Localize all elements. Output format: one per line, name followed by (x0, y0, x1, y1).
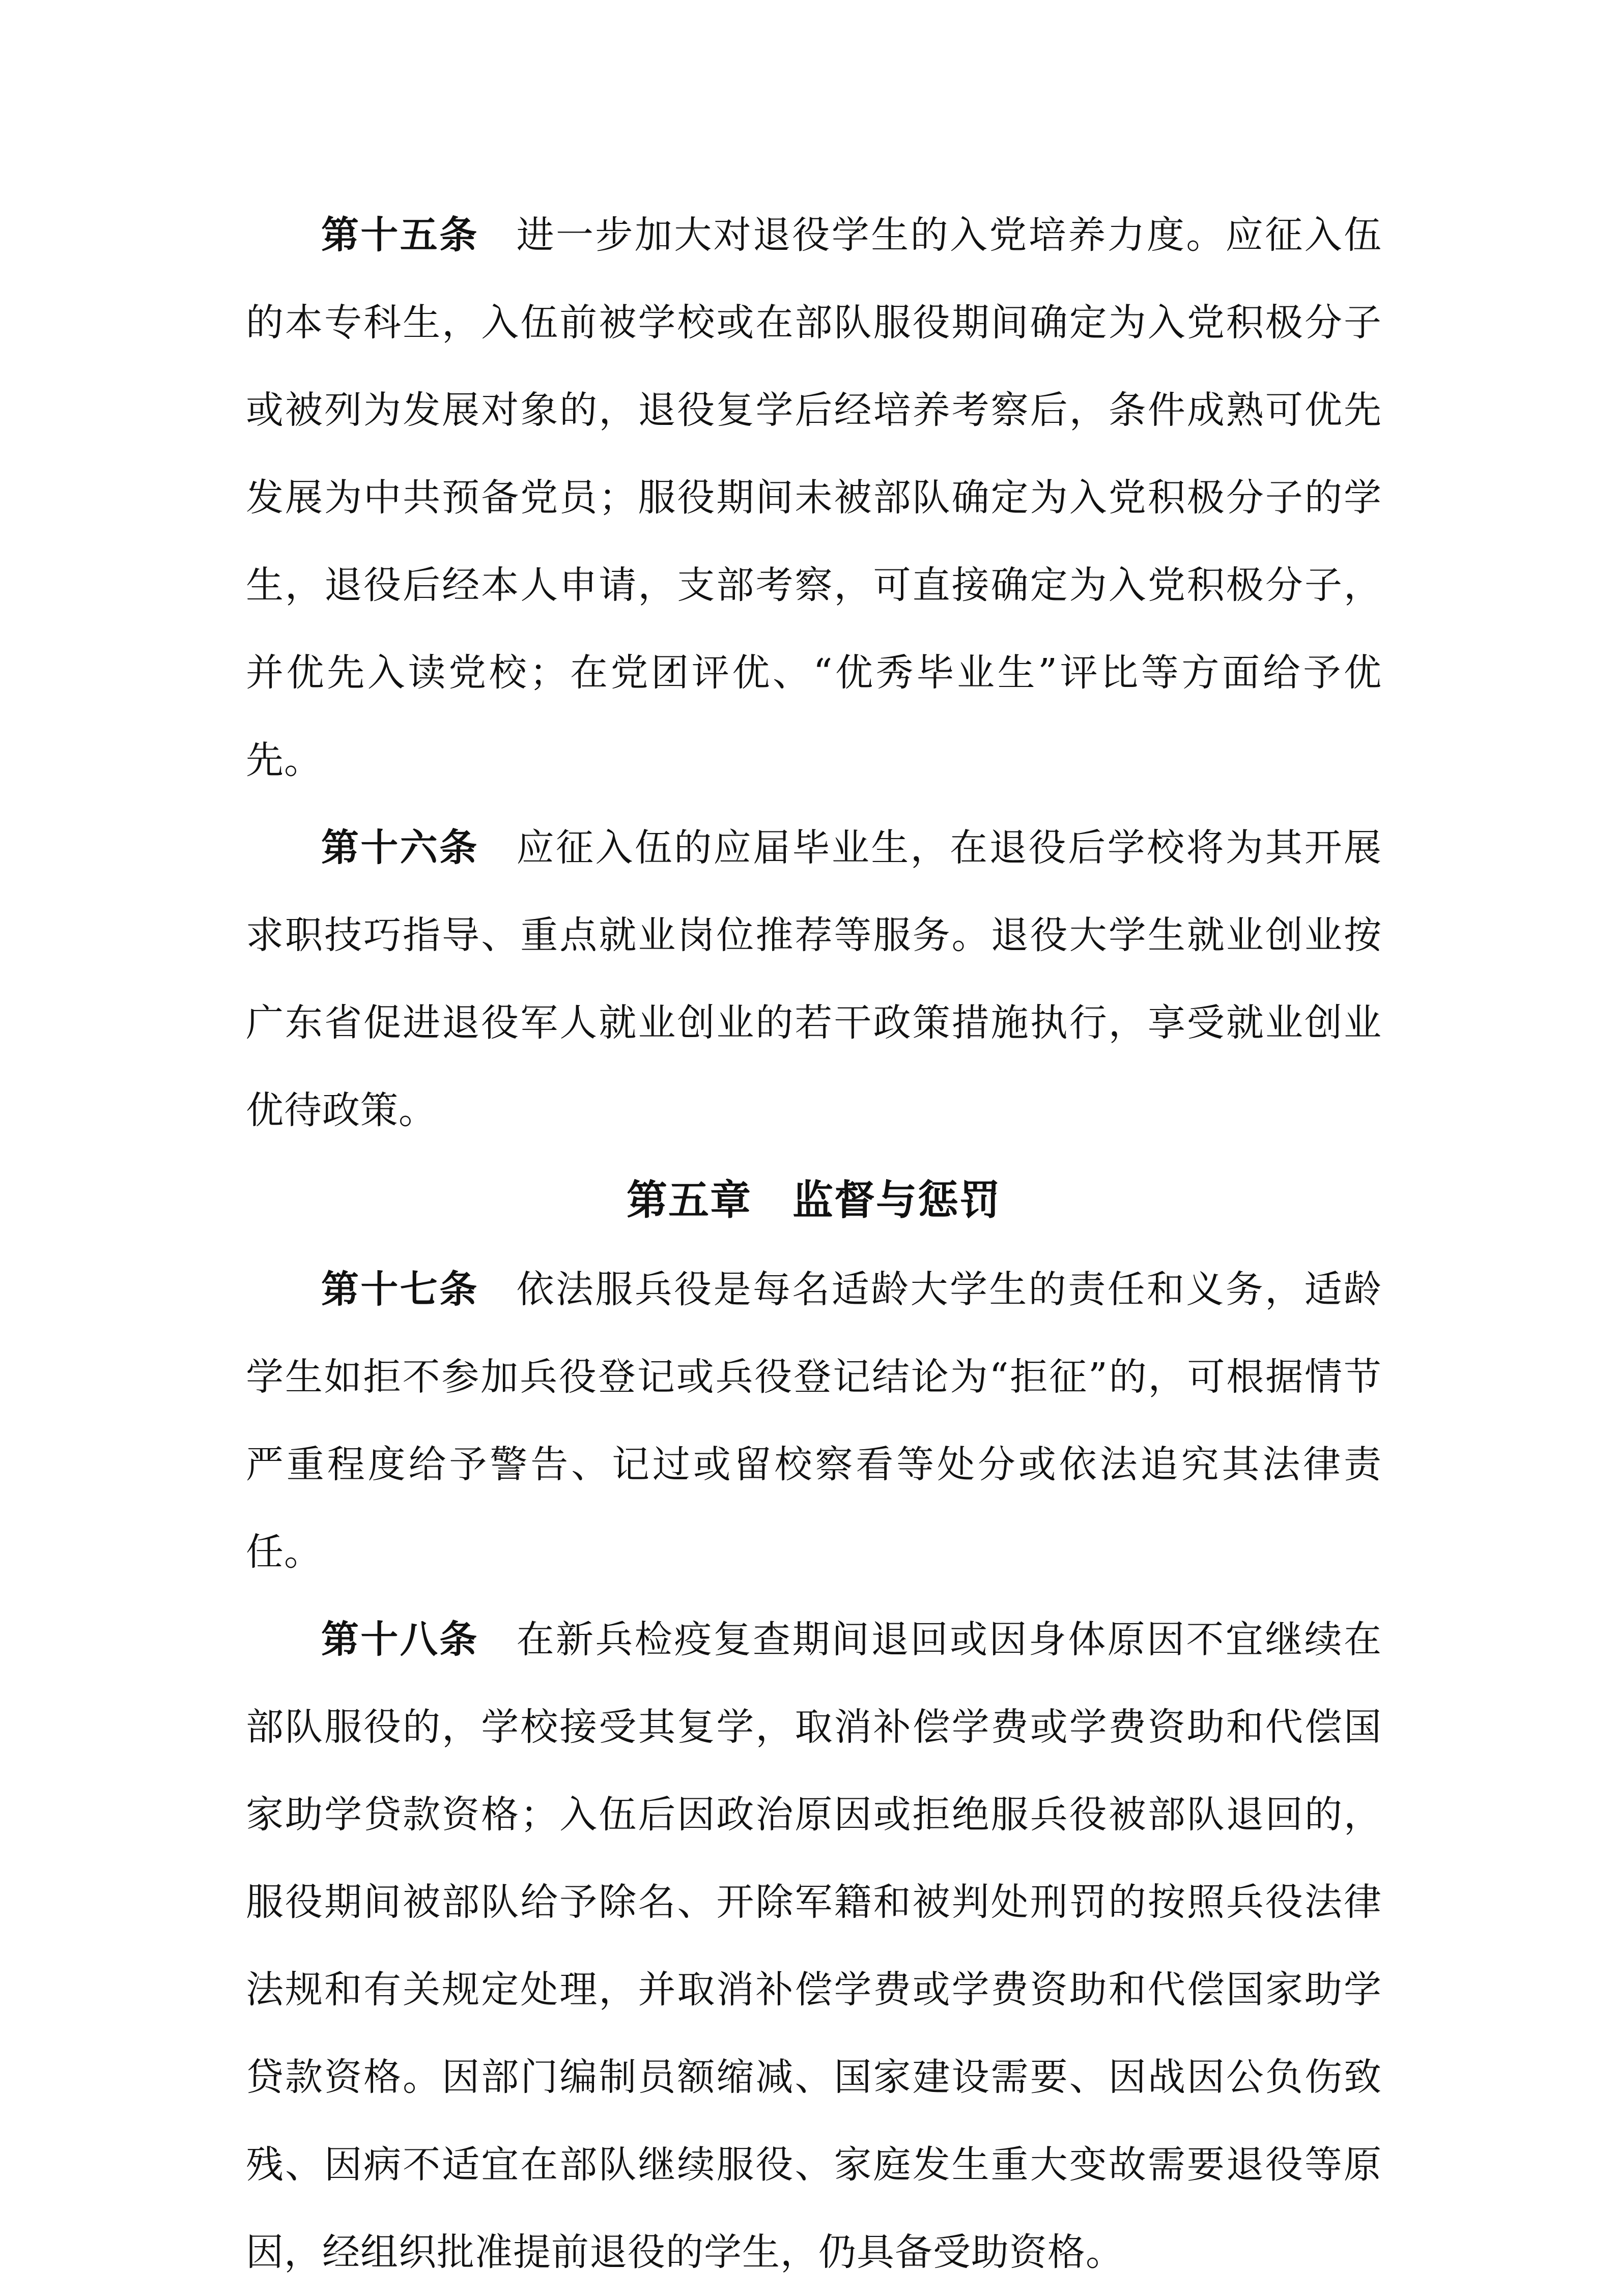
article-number: 第十七条 (321, 1268, 479, 1311)
article-number: 第十五条 (321, 213, 479, 257)
article-text: 应征入伍的应届毕业生，在退役后学校将为其开展求职技巧指导、重点就业岗位推荐等服务。退役大学生就业创业按广东省促进退役军人就业创业的若干政策措施执行，享受就业创业优待政策。 (246, 826, 1382, 1132)
article-text: 依法服兵役是每名适龄大学生的责任和义务，适龄学生如拒不参加兵役登记或兵役登记结论为“拒征”的，可根据情节严重程度给予警告、记过或留校察看等处分或依法追究其法律责任。 (246, 1268, 1382, 1574)
article-number: 第十六条 (321, 826, 479, 870)
article-16 (246, 804, 1382, 1154)
article-text: 在新兵检疫复查期间退回或因身体原因不宜继续在部队服役的，学校接受其复学，取消补偿学费或学费资助和代偿国家助学贷款资格；入伍后因政治原因或拒绝服兵役被部队退回的，服役期间被部队给予除名、开除军籍和被判处刑罚的按照兵役法律法规和有关规定处理，并取消补偿学费或学费资助和代偿国家助学贷款资格。因部门编制员额缩减、国家建设需要、因战因公负伤致残、因病不适宜在部队继续服役、家庭发生重大变故需要退役等原因，经组织批准提前退役的学生，仍具备受助资格。 (246, 1618, 1382, 2274)
chapter-title: 监督与惩罚 (792, 1176, 1001, 1224)
article-text: 进一步加大对退役学生的入党培养力度。应征入伍的本专科生，入伍前被学校或在部队服役期间确定为入党积极分子或被列为发展对象的，退役复学后经培养考察后，条件成熟可优先发展为中共预备党员；服役期间未被部队确定为入党积极分子的学生，退役后经本人申请，支部考察，可直接确定为入党积极分子，并优先入读党校；在党团评优、“优秀毕业生”评比等方面给予优先。 (246, 213, 1382, 782)
article-number: 第十八条 (321, 1618, 479, 1661)
article-17 (246, 1246, 1382, 1596)
chapter-number: 第五章 (627, 1176, 752, 1224)
document-page (246, 191, 1382, 2296)
article-15 (246, 191, 1382, 804)
article-18 (246, 1596, 1382, 2296)
chapter-heading (246, 1154, 1382, 1246)
